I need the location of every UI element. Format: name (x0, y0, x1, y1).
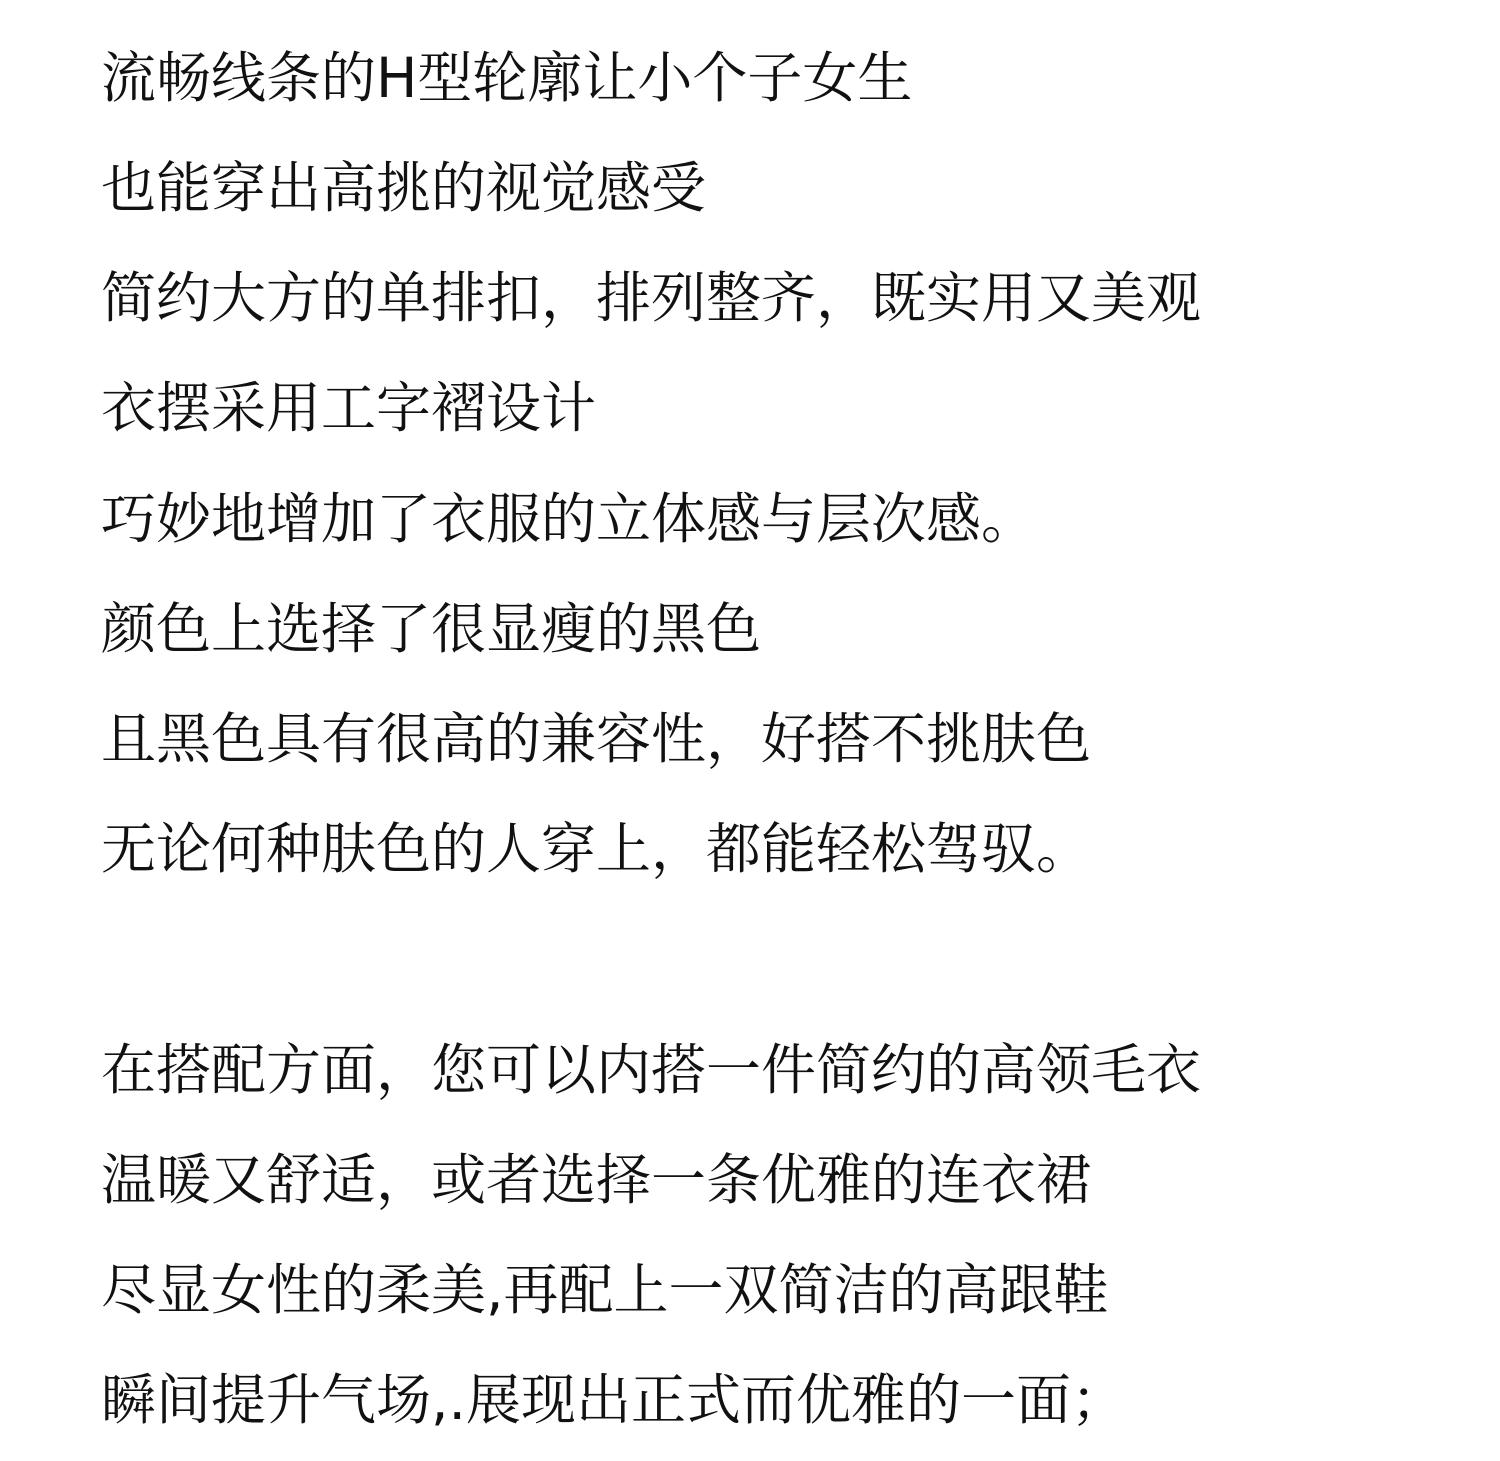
text-line: 尽显女性的柔美,再配上一双简洁的高跟鞋 (101, 1258, 1109, 1322)
text-line: 也能穿出高挑的视觉感受 (101, 156, 707, 220)
text-line: 颜色上选择了很显瘦的黑色 (101, 597, 762, 661)
text-line: 简约大方的单排扣，排列整齐，既实用又美观 (101, 266, 1202, 330)
text-line: 巧妙地增加了衣服的立体感与层次感。 (101, 487, 1037, 551)
text-line: 流畅线条的H型轮廓让小个子女生 (101, 46, 913, 110)
text-line: 在搭配方面，您可以内搭一件简约的高领毛衣 (101, 1038, 1202, 1102)
text-line: 瞬间提升气场,.展现出正式而优雅的一面； (101, 1368, 1126, 1432)
text-line: 温暖又舒适，或者选择一条优雅的连衣裙 (101, 1148, 1092, 1212)
text-line: 衣摆采用工字褶设计 (101, 376, 597, 440)
text-line: 无论何种肤色的人穿上，都能轻松驾驭。 (101, 817, 1092, 881)
text-line: 且黑色具有很高的兼容性，好搭不挑肤色 (101, 707, 1092, 771)
